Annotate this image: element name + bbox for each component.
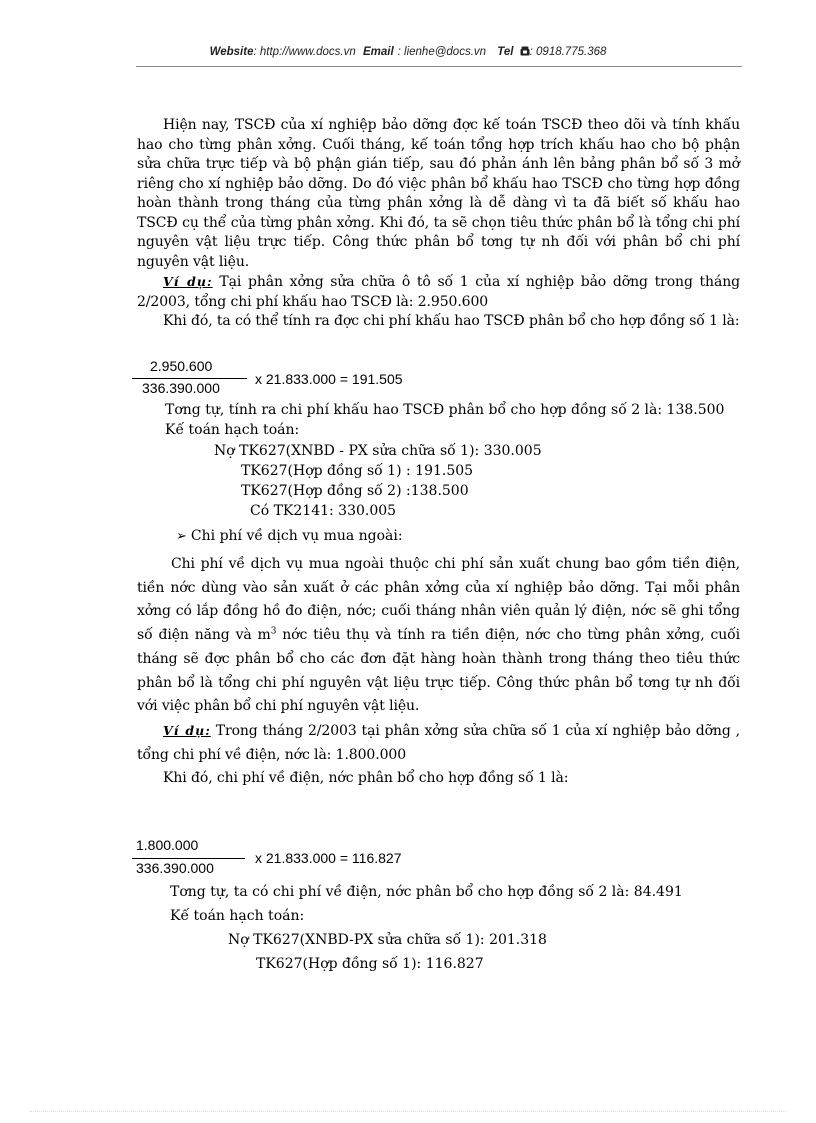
example-2	[137, 719, 740, 767]
paragraph-services-part-2: nớc tiêu thụ và tính ra tiền điện, nớc cho từng phân xởng, cuối tháng sẽ đợc phân bổ cho các đơn đặt hàng hoàn thành trong tháng theo tiêu thức phân bổ là tổng chi phí nguyên vật liệu trực tiếp. Công thức phân bổ tơng tự nh đối với việc phân bổ chi phí nguyên vật liệu.	[137, 627, 740, 715]
formula-1-result: x 21.833.000 = 191.505	[255, 371, 403, 387]
accounting-label-2: Kế toán hạch toán:	[170, 908, 305, 924]
entry-debit-2: Nợ TK627(XNBD-PX sửa chữa số 1): 201.318	[228, 932, 547, 948]
entry-contract-1b: TK627(Hợp đồng số 1): 116.827	[256, 956, 484, 972]
formula-2-fraction-bar	[132, 858, 245, 859]
page-header	[0, 46, 816, 59]
example-1-label: Ví dụ:	[163, 274, 213, 289]
example-1-text: Tại phân xởng sửa chữa ô tô số 1 của xí nghiệp bảo dỡng trong tháng 2/2003, tổng chi phí khấu hao TSCĐ là: 2.950.600	[137, 274, 741, 310]
footer-divider	[30, 1111, 786, 1112]
paragraph-allocation: Khi đó, ta có thể tính ra đợc chi phí khấu hao TSCĐ phân bổ cho hợp đồng số 1 là:	[163, 313, 740, 329]
bullet-heading	[176, 527, 403, 546]
bullet-heading-text: Chi phí về dịch vụ mua ngoài:	[190, 528, 403, 544]
website-label: Website	[209, 46, 254, 58]
entry-contract-1: TK627(Hợp đồng số 1) : 191.505	[241, 463, 474, 479]
example-1	[137, 272, 740, 312]
superscript-3: 3	[270, 626, 277, 637]
accounting-label-1: Kế toán hạch toán:	[165, 422, 300, 438]
email-value: : lienhe@docs.vn	[397, 46, 487, 58]
main-text-block-2	[137, 553, 740, 791]
formula-2-numerator: 1.800.000	[136, 837, 199, 853]
phone-icon	[520, 46, 530, 59]
example-2-text: Trong tháng 2/2003 tại phân xởng sửa chữa số 1 của xí nghiệp bảo dỡng , tổng chi phí về điện, nớc là: 1.800.000	[137, 722, 740, 763]
paragraph-allocation-2: Khi đó, chi phí về điện, nớc phân bổ cho hợp đồng số 1 là:	[163, 770, 569, 787]
entry-contract-2: TK627(Hợp đồng số 2) :138.500	[241, 483, 469, 499]
header-divider	[136, 66, 742, 67]
example-2-label: Ví dụ:	[163, 722, 211, 738]
formula-1-numerator: 2.950.600	[150, 358, 213, 374]
main-text-block-1	[137, 116, 740, 332]
paragraph-similar-1: Tơng tự, tính ra chi phí khấu hao TSCĐ phân bổ cho hợp đồng số 2 là: 138.500	[165, 402, 725, 418]
tel-label: Tel	[497, 46, 514, 58]
entry-credit-1: Có TK2141: 330.005	[250, 503, 397, 519]
website-value: : http://www.docs.vn	[253, 46, 356, 58]
formula-2-result: x 21.833.000 = 116.827	[255, 850, 402, 866]
arrow-bullet-icon: ➢	[176, 529, 187, 544]
tel-value: : 0918.775.368	[529, 46, 607, 58]
paragraph-depreciation: Hiện nay, TSCĐ của xí nghiệp bảo dỡng đợc kế toán TSCĐ theo dõi và tính khấu hao cho từng phân xởng. Cuối tháng, kế toán tổng hợp trích khấu hao cho bộ phận sửa chữa trực tiếp và bộ phận gián tiếp, sau đó phản ánh lên bảng phân bổ số 3 mở riêng cho xí nghiệp bảo dỡng. Do đó việc phân bổ khấu hao TSCĐ cho từng hợp đồng hoàn thành trong tháng của từng phân xởng là dễ dàng vì ta đã biết số khấu hao TSCĐ cụ thể của từng phân xởng. Khi đó, ta sẽ chọn tiêu thức phân bổ là tổng chi phí nguyên vật liệu trực tiếp. Công thức phân bổ tơng tự nh đối với phân bổ chi phí nguyên vật liệu.	[137, 117, 740, 270]
formula-2-denominator: 336.390.000	[136, 860, 214, 876]
formula-1-fraction-bar	[132, 378, 247, 379]
paragraph-services	[137, 553, 740, 719]
email-label: Email	[362, 46, 394, 58]
entry-debit-1: Nợ TK627(XNBD - PX sửa chữa số 1): 330.005	[214, 443, 542, 459]
paragraph-similar-2: Tơng tự, ta có chi phí về điện, nớc phân bổ cho hợp đồng số 2 là: 84.491	[170, 884, 683, 900]
paragraph-services-part-1: Chi phí về dịch vụ mua ngoài thuộc chi phí sản xuất chung bao gồm tiền điện, tiền nớc dùng vào sản xuất ở các phân xởng của xí nghiệp bảo dỡng. Tại mỗi phân xởng có lắp đồng hồ đo điện, nớc; cuối tháng nhân viên quản lý điện, nớc sẽ ghi tổng số điện năng và m	[137, 556, 740, 644]
formula-1-denominator: 336.390.000	[142, 380, 220, 396]
